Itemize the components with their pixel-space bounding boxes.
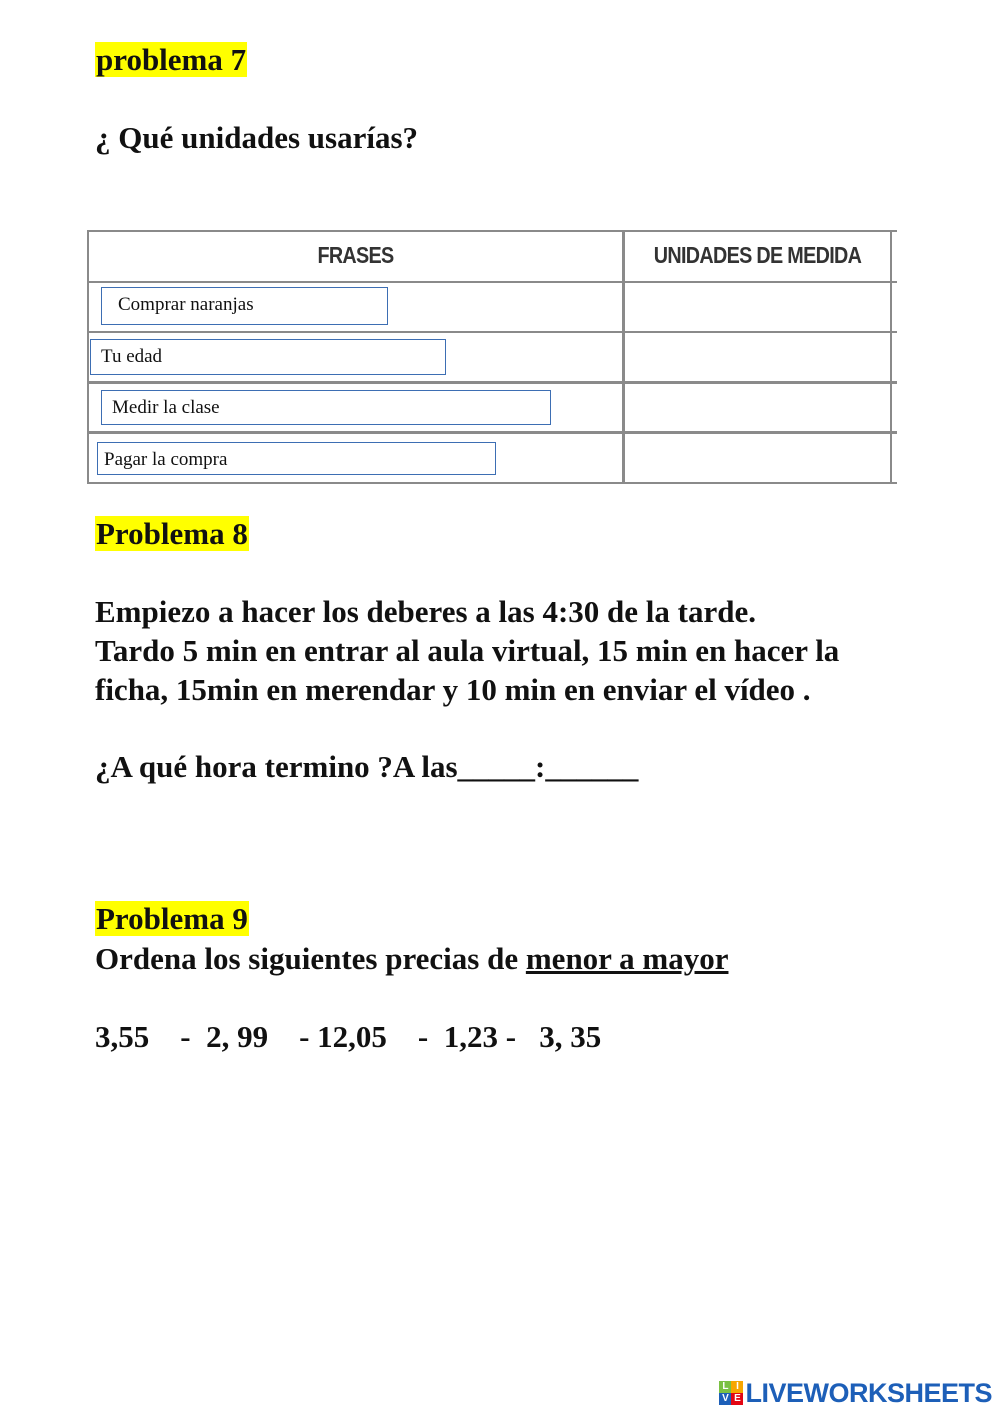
header-unidades-de-medida: UNIDADES DE MEDIDA: [653, 242, 862, 268]
problem-8-line-2: Tardo 5 min en entrar al aula virtual, 15 min en hacer la: [95, 633, 840, 668]
table-divider: [87, 281, 897, 283]
liveworksheets-logo: [719, 1377, 992, 1409]
answer-cell-1[interactable]: [626, 284, 889, 330]
problem-8-question: ¿A qué hora termino ?A las_____:______: [95, 749, 639, 784]
instruction-text: Ordena los siguientes precias de: [95, 941, 526, 976]
phrase-pagar-la-compra[interactable]: Pagar la compra: [97, 442, 496, 475]
liveworksheets-logo-icon: L I V E: [719, 1381, 743, 1405]
liveworksheets-logo-text: LIVEWORKSHEETS: [745, 1377, 992, 1408]
units-table: [87, 230, 897, 484]
problem-9-numbers: 3,55 - 2, 99 - 12,05 - 1,23 - 3, 35: [95, 1019, 602, 1054]
answer-cell-3[interactable]: [626, 385, 889, 430]
table-divider: [87, 381, 897, 384]
table-column-divider: [622, 230, 625, 484]
table-border-right: [890, 230, 892, 484]
instruction-underlined: menor a mayor: [525, 941, 729, 976]
problem-8-line-1: Empiezo a hacer los deberes a las 4:30 de la tarde.: [95, 594, 756, 629]
table-border-left: [87, 230, 89, 484]
problem-7-question: ¿ Qué unidades usarías?: [95, 120, 419, 155]
phrase-tu-edad[interactable]: Tu edad: [90, 339, 446, 375]
header-frases: FRASES: [317, 242, 394, 268]
phrase-comprar-naranjas[interactable]: Comprar naranjas: [101, 287, 388, 325]
table-border-bottom: [87, 482, 897, 484]
problem-9-instruction: [95, 939, 728, 978]
table-divider: [87, 331, 897, 333]
problem-7-title: problema 7: [96, 42, 247, 77]
answer-cell-4[interactable]: [626, 435, 889, 481]
problem-8-title: Problema 8: [96, 516, 248, 551]
problem-9-title: Problema 9: [96, 901, 248, 936]
phrase-medir-la-clase[interactable]: Medir la clase: [101, 390, 551, 425]
answer-cell-2[interactable]: [626, 334, 889, 380]
problem-8-line-3: ficha, 15min en merendar y 10 min en enviar el vídeo .: [95, 672, 811, 707]
table-divider: [87, 431, 897, 434]
